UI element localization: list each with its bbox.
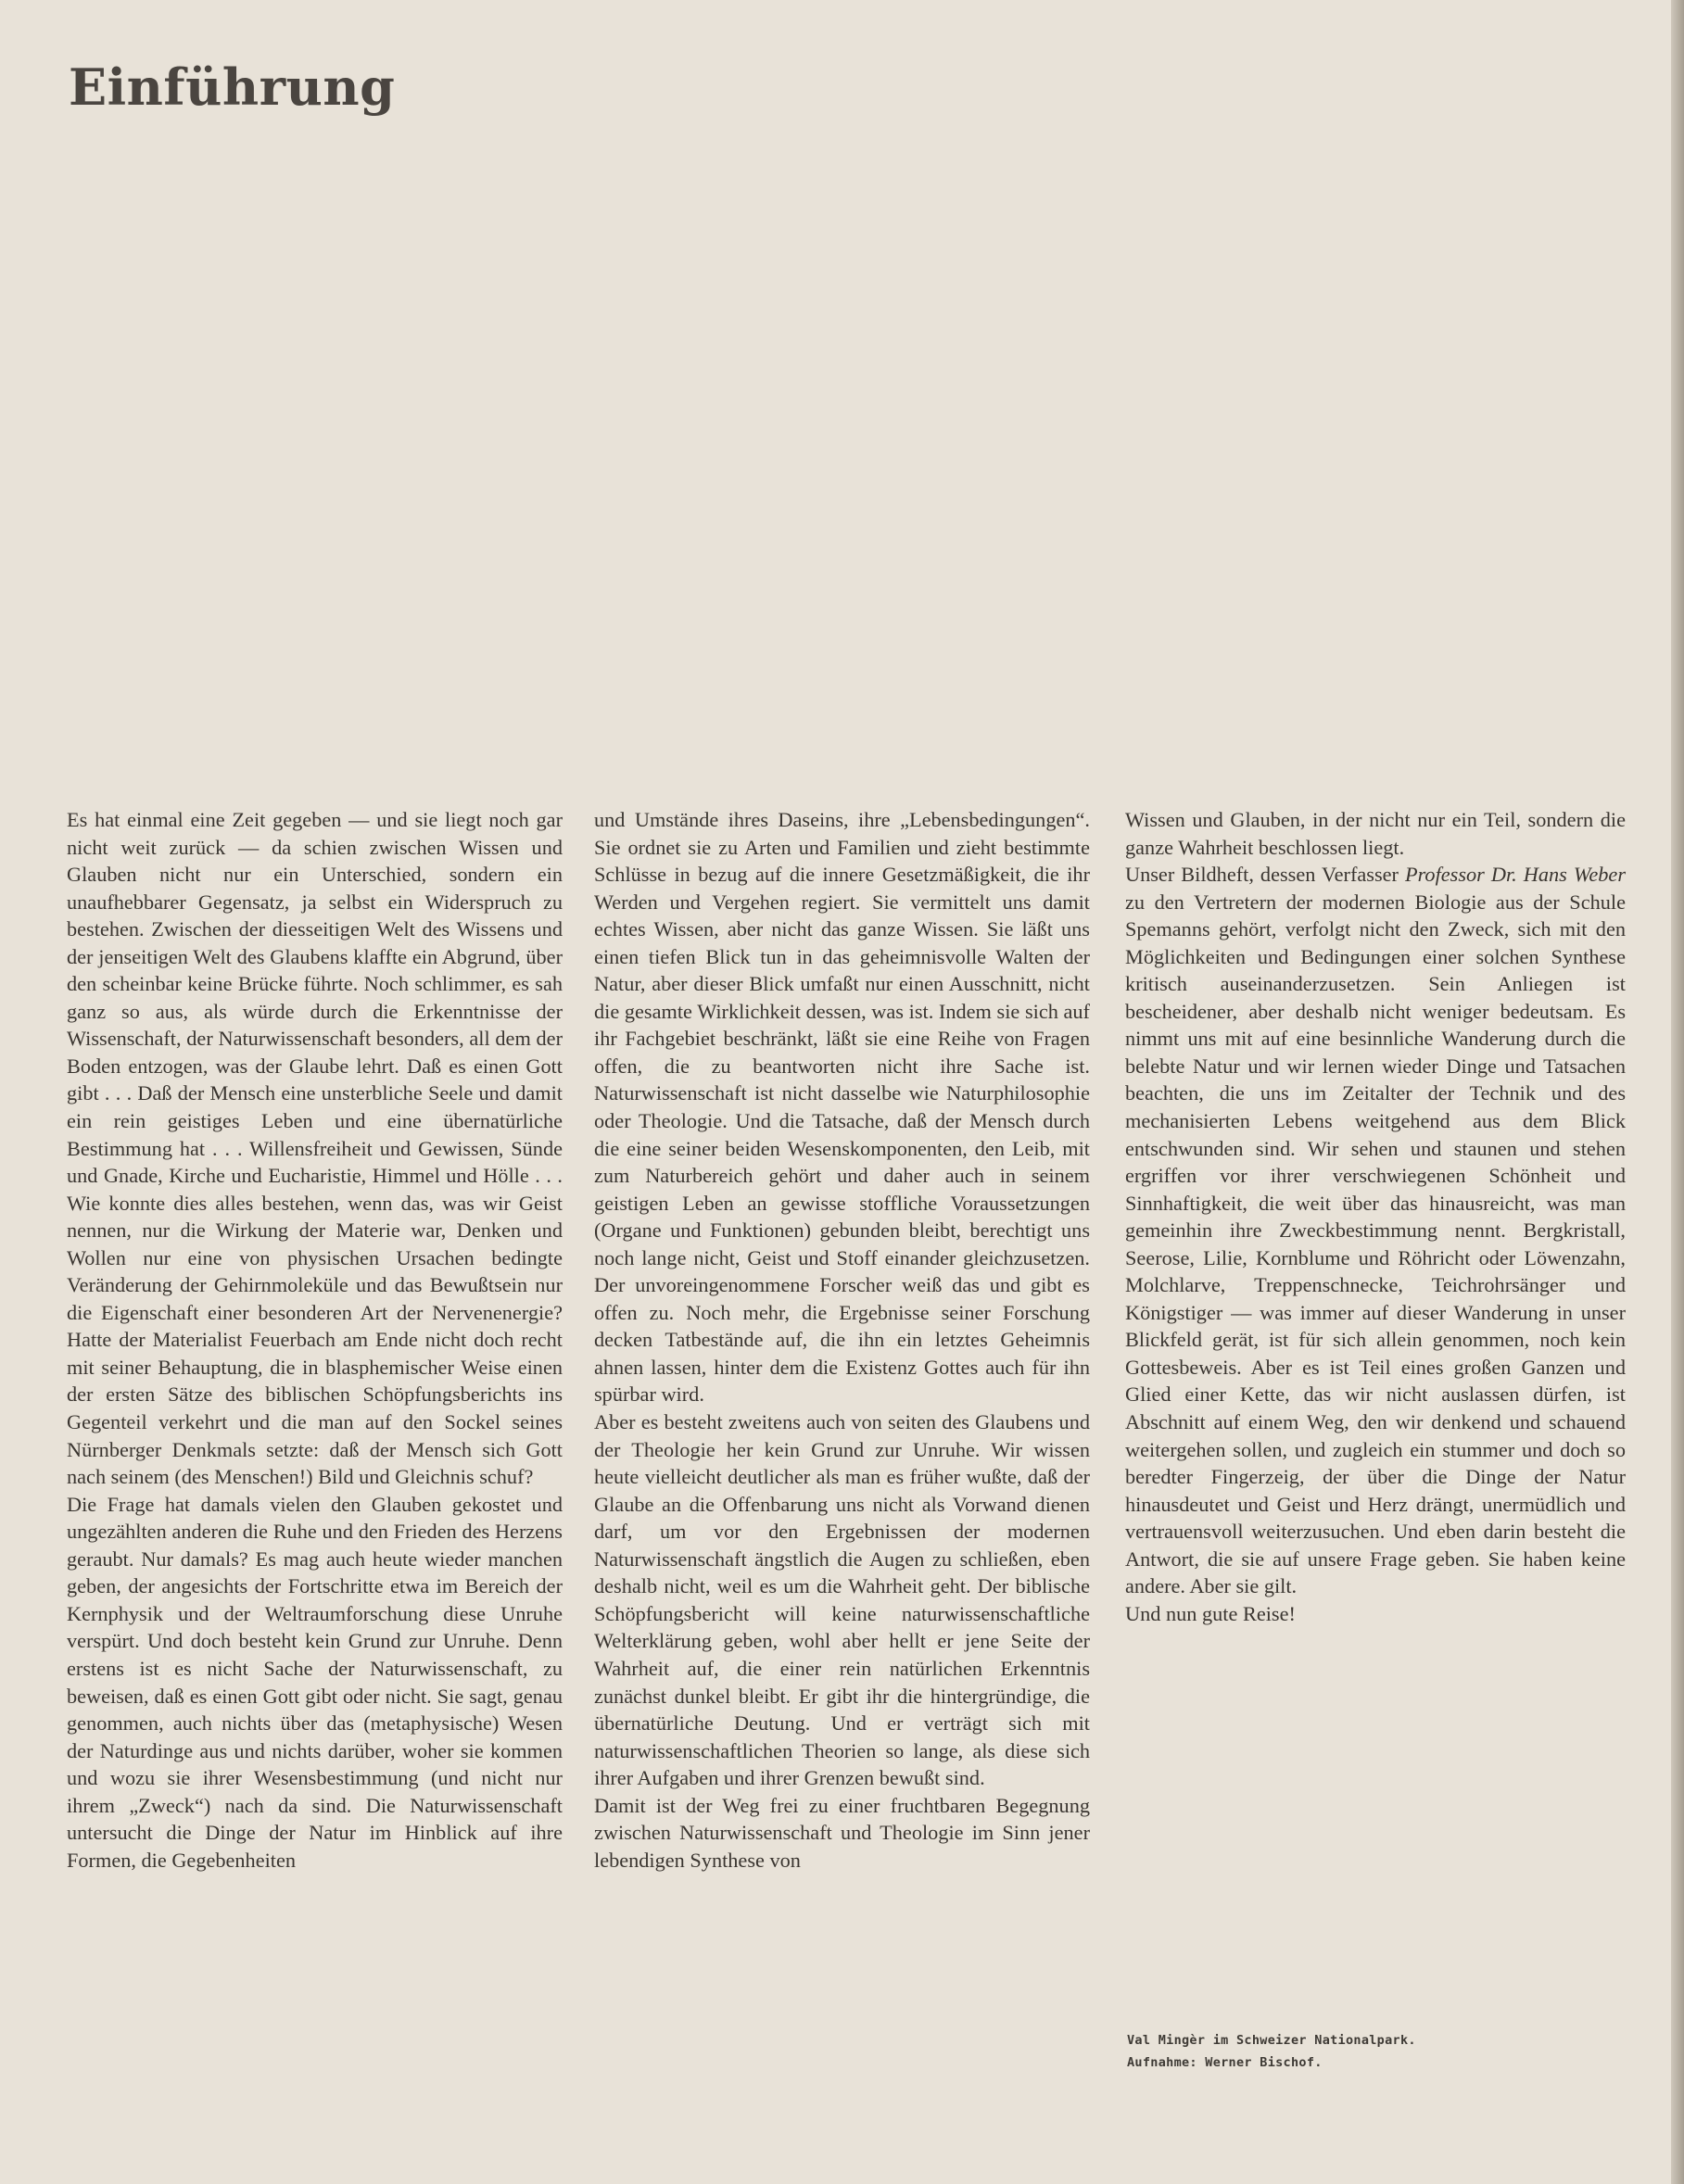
paragraph: Es hat einmal eine Zeit gegeben — und sie liegt noch gar nicht weit zurück — da schien zwischen Wissen und Glauben nicht nur ein Unterschied, sondern ein unaufhebbarer Gegensatz, ja selbst ein Widerspruch zu bestehen. Zwischen der diesseitigen Welt des Wissens und der jenseitigen Welt des Glaubens klaffte ein Abgrund, über den scheinbar keine Brücke führte. Noch schlimmer, es sah ganz so aus, als würde durch die Erkenntnisse der Wissenschaft, der Naturwissenschaft besonders, all dem der Boden entzogen, was der Glaube lehrt. Daß es einen Gott gibt . . . Daß der Mensch eine unsterbliche Seele und damit ein rein geistiges Leben und eine übernatürliche Bestimmung hat . . . Willensfreiheit und Gewissen, Sünde und Gnade, Kirche und Eucharistie, Himmel und Hölle . . . Wie konnte dies alles bestehen, wenn das, was wir Geist nennen, nur die Wirkung der Materie war, Denken und Wollen nur eine von physischen Ursachen bedingte Veränderung der Gehirnmoleküle und das Bewußtsein nur die Eigenschaft einer besonderen Art der Nervenenergie? Hatte der Materialist Feuerbach am Ende nicht doch recht mit seiner Behauptung, die in blasphemischer Weise einen der ersten Sätze des biblischen Schöpfungsberichts ins Gegenteil verkehrt und die man auf den Sockel seines Nürnberger Denkmals setzte: daß der Mensch sich Gott nach seinem (des Menschen!) Bild und Gleichnis schuf? xyxy=(67,808,563,1489)
paragraph: Die Frage hat damals vielen den Glauben gekostet und ungezählten anderen die Ruhe und den Frieden des Herzens geraubt. Nur damals? Es mag auch heute wieder manchen geben, der angesichts der Fortschritte etwa im Bereich der Kernphysik und der Weltraumforschung diese Unruhe verspürt. Und doch besteht kein Grund zur Unruhe. Denn erstens ist es nicht Sache der Naturwissenschaft, zu beweisen, daß es einen Gott gibt oder nicht. Sie sagt, genau genommen, auch nichts über das (metaphysische) Wesen der Naturdinge aus und nichts darüber, woher sie kommen und wozu sie ihrer Wesensbestimmung (und nicht nur ihrem „Zweck“) nach da sind. Die Naturwissenschaft untersucht die Dinge der Natur im Hinblick auf ihre Formen, die Gegebenheiten xyxy=(67,1492,563,1872)
caption-line: Aufnahme: Werner Bischof. xyxy=(1127,2055,1323,2070)
paragraph: Wissen und Glauben, in der nicht nur ein Teil, sondern die ganze Wahrheit beschlossen liegt. xyxy=(1125,808,1626,859)
paragraph-text: Unser Bildheft, dessen Verfasser xyxy=(1125,863,1405,887)
text-column-2 xyxy=(594,806,1090,1874)
paragraph xyxy=(1125,861,1626,1600)
caption-line: Val Mingèr im Schweizer Nationalpark. xyxy=(1127,2033,1416,2048)
page-title: Einführung xyxy=(69,57,396,117)
paragraph: Und nun gute Reise! xyxy=(1125,1601,1296,1625)
text-column-3 xyxy=(1125,806,1626,1627)
photo-caption xyxy=(1127,2029,1416,2074)
page-edge xyxy=(1671,0,1684,2184)
paragraph: Damit ist der Weg frei zu einer fruchtbaren Begegnung zwischen Naturwissenschaft und Theologie im Sinn jener lebendigen Synthese von xyxy=(594,1793,1090,1872)
paragraph: und Umstände ihres Daseins, ihre „Lebensbedingungen“. Sie ordnet sie zu Arten und Familien und zieht bestimmte Schlüsse in bezug auf die innere Gesetzmäßigkeit, die ihr Werden und Vergehen regiert. Sie vermittelt uns damit echtes Wissen, aber nicht das ganze Wissen. Sie läßt uns einen tiefen Blick tun in das geheimnisvolle Walten der Natur, aber dieser Blick umfaßt nur einen Ausschnitt, nicht die gesamte Wirklichkeit dessen, was ist. Indem sie sich auf ihr Fachgebiet beschränkt, läßt sie eine Reihe von Fragen offen, die zu beantworten nicht ihre Sache ist. Naturwissenschaft ist nicht dasselbe wie Naturphilosophie oder Theologie. Und die Tatsache, daß der Mensch durch die eine seiner beiden Wesenskomponenten, den Leib, mit zum Naturbereich gehört und daher auch in seinem geistigen Leben an gewisse stoffliche Voraussetzungen (Organe und Funktionen) gebunden bleibt, berechtigt uns noch lange nicht, Geist und Stoff einander gleichzusetzen. Der unvoreingenommene Forscher weiß das und gibt es offen zu. Noch mehr, die Ergebnisse seiner Forschung decken Tatbestände auf, die ihn ein letztes Geheimnis ahnen lassen, hinter dem die Existenz Gottes auch für ihn spürbar wird. xyxy=(594,808,1090,1407)
paragraph-text: zu den Vertretern der modernen Biologie aus der Schule Spemanns gehört, verfolgt nicht den Zweck, sich mit den Möglichkeiten und Bedingungen einer solchen Synthese kritisch auseinanderzusetzen. Sein Anliegen ist bescheidener, aber deshalb nicht weniger bedeutsam. Es nimmt uns mit auf eine besinnliche Wanderung durch die belebte Natur und wir lernen wieder Dinge und Tatsachen beachten, die uns im Zeitalter der Technik und des mechanisierten Lebens weitgehend aus dem Blick entschwunden sind. Wir sehen und staunen und stehen ergriffen vor ihrer verschwiegenen Schönheit und Sinnhaftigkeit, die weit über das hinausreicht, was man gemeinhin ihre Zweckbestimmung nennt. Bergkristall, Seerose, Lilie, Kornblume und Röhricht oder Löwenzahn, Molchlarve, Treppenschnecke, Teichrohrsänger und Königstiger — was immer auf dieser Wanderung in unser Blickfeld gerät, ist für sich allein genommen, noch kein Gottesbeweis. Aber es ist Teil eines großen Ganzen und Glied einer Kette, das wir nicht auslassen dürfen, ist Abschnitt auf einem Weg, den wir denkend und schauend weitergehen sollen, und zugleich ein stummer und doch so beredter Fingerzeig, der über die Dinge der Natur hinausdeutet und Geist und Herz drängt, unermüdlich und vertrauensvoll weiterzusuchen. Und eben darin besteht die Antwort, die sie auf unsere Frage geben. Sie haben keine andere. Aber sie gilt. xyxy=(1125,890,1626,1598)
paragraph: Aber es besteht zweitens auch von seiten des Glaubens und der Theologie her kein Grund zur Unruhe. Wir wissen heute vielleicht deutlicher als man es früher wußte, daß der Glaube an die Offenbarung uns nicht als Vorwand dienen darf, um vor den Ergebnissen der modernen Naturwissenschaft ängstlich die Augen zu schließen, eben deshalb nicht, weil es um die Wahrheit geht. Der biblische Schöpfungsbericht will keine naturwissenschaftliche Welterklärung geben, wohl aber hellt er jene Seite der Wahrheit auf, die einer rein natürlichen Erkenntnis zunächst dunkel bleibt. Er gibt ihr die hintergründige, die übernatürliche Deutung. Und er verträgt sich mit naturwissenschaftlichen Theorien so lange, als diese sich ihrer Aufgaben und ihrer Grenzen bewußt sind. xyxy=(594,1410,1090,1790)
author-name: Professor Dr. Hans Weber xyxy=(1404,863,1626,887)
text-column-1 xyxy=(67,806,563,1874)
